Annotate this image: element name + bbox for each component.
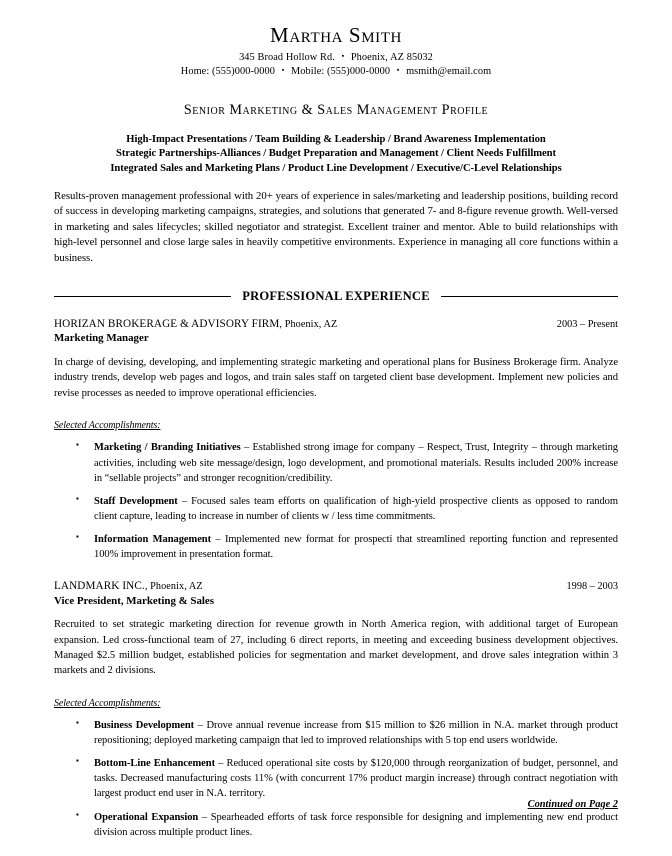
bullet-title: Marketing / Branding Initiatives (94, 442, 241, 454)
company-name: LANDMARK INC. (54, 580, 145, 593)
separator-icon: ▪ (341, 51, 345, 60)
bullet-text: – Focused sales team efforts on qualification of high-yield prospective clients as opposed to random client capture, leading to increase in number of clients w / less time commitments. (94, 495, 618, 522)
resume-header (54, 24, 618, 80)
bullet-text: – Reduced operational site costs by $120,000 through reorganization of budget, personnel, and tasks. Decreased manufacturing costs 11% (with concurrent 17% product margin increase) through contract negotiation with largest product end user in N.A. territory. (94, 758, 618, 800)
list-item (54, 494, 618, 524)
list-item (54, 718, 618, 748)
job-title: Marketing Manager (54, 332, 149, 345)
rule-left (54, 296, 231, 297)
continued-footer: Continued on Page 2 (527, 799, 618, 810)
job-dates: 2003 – Present (556, 318, 618, 330)
bullet-text: – Spearheaded efforts of task force responsible for designing and implementing new end product division across multiple product lines. (94, 811, 618, 838)
job-description: Recruited to set strategic marketing direction for revenue growth in North America region, with additional target of European expansion. Led cross-functional team of 27, including 6 direct reports, in meeting and exceeding business development objectives. Managed $2.5 million budget, established policies for segmentation and market development, and drove sales integration within 3 markets and 2 divisions. (54, 619, 618, 677)
bullet-title: Bottom-Line Enhancement (94, 758, 216, 770)
job-company (54, 579, 203, 594)
contact-phone-line (54, 65, 618, 80)
keyword-line: Strategic Partnerships-Alliances / Budget Preparation and Management / Client Needs Fulfillment (116, 148, 556, 160)
mobile-phone: Mobile: (555)000-0000 (291, 66, 391, 78)
city-state-zip: Phoenix, AZ 85032 (350, 51, 433, 63)
job-company (54, 317, 337, 332)
job-entry (54, 317, 618, 562)
bullet-title: Staff Development (94, 495, 178, 507)
keyword-line: Integrated Sales and Marketing Plans / Product Line Development / Executive/C-Level Relationships (110, 162, 562, 174)
accomplishments-list (54, 718, 618, 840)
list-item (54, 532, 618, 562)
bullet-title: Business Development (94, 720, 195, 732)
separator-icon: ▪ (396, 66, 400, 75)
bullet-text: – Drove annual revenue increase from $15 million to $26 million in N.A. market through product repositioning; deployed marketing campaign that led to improved relationships with 5 top end users worldwide. (94, 720, 618, 747)
contact-address-line (54, 51, 618, 66)
candidate-name: Martha Smith (270, 23, 402, 47)
list-item (54, 440, 618, 485)
rule-right (441, 296, 618, 297)
profile-title: Senior Marketing & Sales Management Profile (183, 101, 489, 118)
accomplishments-label: Selected Accomplishments: (54, 698, 161, 710)
profile-summary: Results-proven management professional with 20+ years of experience in sales/marketing and leadership positions, building record of success in developing marketing campaigns, strategies, and solutions that generated 7- and 8-figure revenue growth. Well-versed in marketing and sales lifecycles; skilled negotiator and strategist. Excellent trainer and mentor. Able to build relationships with high-level personnel and close large sales in heavily competitive environments. Experience in managing all core functions within a business. (54, 189, 618, 265)
bullet-title: Operational Expansion (94, 811, 199, 823)
keyword-line: High-Impact Presentations / Team Building & Leadership / Brand Awareness Implementation (126, 133, 546, 145)
bullet-text: – Established strong image for company – Respect, Trust, Integrity – through marketing activities, including web site message/design, logo development, and promotional materials. Results included 200% increase in “sellable projects” and stronger recognition/credibility. (94, 442, 618, 484)
accomplishments-label: Selected Accomplishments: (54, 420, 161, 432)
job-description: In charge of devising, developing, and implementing strategic marketing and operational plans for Business Brokerage firm. Analyze industry trends, develop web pages and logos, and train sales staff on targeted client base development. Implement new policies and revise processes as needed to improve operational efficiencies. (54, 357, 618, 399)
home-phone: Home: (555)000-0000 (180, 66, 276, 78)
job-dates: 1998 – 2003 (566, 581, 618, 593)
job-header (54, 579, 618, 594)
company-location: , Phoenix, AZ (279, 318, 338, 330)
list-item (54, 810, 618, 840)
bullet-text: – Implemented new format for prospecti that streamlined reporting function and represented 100% improvement in presentation format. (94, 533, 618, 561)
bullet-title: Information Management (94, 533, 212, 545)
company-location: , Phoenix, AZ (144, 581, 203, 593)
list-item (54, 756, 618, 801)
section-title: PROFESSIONAL EXPERIENCE (242, 288, 430, 303)
street-address: 345 Broad Hollow Rd. (239, 51, 335, 63)
keyword-block (54, 133, 618, 177)
accomplishments-list (54, 440, 618, 562)
section-header-professional-experience (54, 289, 618, 304)
job-header (54, 317, 618, 332)
email-address[interactable]: msmith@email.com (406, 66, 492, 78)
job-title: Vice President, Marketing & Sales (54, 594, 215, 607)
separator-icon: ▪ (281, 66, 285, 75)
company-name: HORIZAN BROKERAGE & ADVISORY FIRM (54, 317, 280, 330)
